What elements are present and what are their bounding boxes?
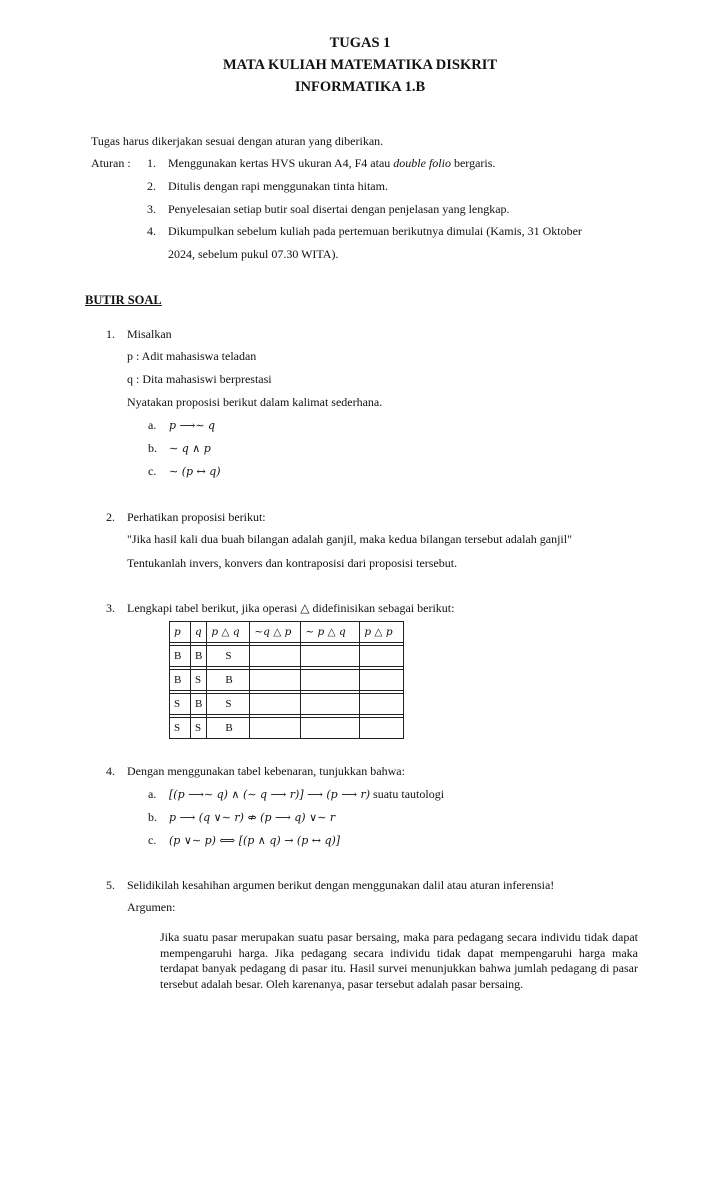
- q5-argument-label: Argumen:: [127, 900, 176, 914]
- table-cell: [360, 694, 404, 715]
- intro-text: Tugas harus dikerjakan sesuai dengan aturan yang diberikan.: [91, 134, 384, 148]
- table-cell: B: [207, 670, 250, 691]
- q4-item-c-label: c.: [148, 833, 157, 847]
- q3-intro: Lengkapi tabel berikut, jika operasi △ didefinisikan sebagai berikut:: [127, 601, 455, 615]
- table-cell: [250, 718, 301, 739]
- q4-intro: Dengan menggunakan tabel kebenaran, tunjukkan bahwa:: [127, 764, 405, 778]
- section-title: BUTIR SOAL: [85, 293, 162, 307]
- table-cell: [250, 646, 301, 667]
- q1-number: 1.: [106, 327, 115, 341]
- table-cell: [301, 718, 360, 739]
- table-cell: S: [207, 694, 250, 715]
- table-cell: B: [191, 646, 207, 667]
- q1-item-c-label: c.: [148, 464, 157, 478]
- table-row: [170, 694, 404, 715]
- table-cell: S: [191, 670, 207, 691]
- q2-quote: "Jika hasil kali dua buah bilangan adalah ganjil, maka kedua bilangan tersebut adalah ganjil": [127, 532, 572, 546]
- table-cell: [250, 694, 301, 715]
- q2-instruction: Tentukanlah invers, konvers dan kontraposisi dari proposisi tersebut.: [127, 556, 458, 570]
- header-cell: ~q △ p: [250, 622, 301, 643]
- rule-3-text: Penyelesaian setiap butir soal disertai dengan penjelasan yang lengkap.: [168, 202, 510, 216]
- header-cell: q: [191, 622, 207, 643]
- table-cell: B: [207, 718, 250, 739]
- header-cell: p △ p: [360, 622, 404, 643]
- rule-4-text-line-2: 2024, sebelum pukul 07.30 WITA).: [168, 247, 339, 261]
- table-row: [170, 718, 404, 739]
- q4-item-c-expression: (p ∨∼ p) ⟺ [(p ∧ q) → (p ↔ q)]: [169, 834, 341, 847]
- q4-number: 4.: [106, 764, 115, 778]
- q1-item-b-expression: ∼ q ∧ p: [169, 442, 211, 455]
- q2-number: 2.: [106, 510, 115, 524]
- q1-p-definition: p : Adit mahasiswa teladan: [127, 349, 257, 363]
- table-cell: [360, 718, 404, 739]
- rule-1-text: Menggunakan kertas HVS ukuran A4, F4 atau double folio bergaris.: [168, 156, 496, 170]
- table-row: [170, 646, 404, 667]
- rules-label: Aturan :: [91, 156, 131, 170]
- table-cell: S: [191, 718, 207, 739]
- table-cell: B: [170, 646, 191, 667]
- table-cell: B: [191, 694, 207, 715]
- table-cell: [301, 694, 360, 715]
- q1-item-a-expression: p ⟶∼ q: [169, 419, 216, 432]
- rule-4-text-line-1: Dikumpulkan sebelum kuliah pada pertemuan berikutnya dimulai (Kamis, 31 Oktober: [168, 224, 582, 238]
- title-line-2: MATA KULIAH MATEMATIKA DISKRIT: [222, 57, 498, 73]
- q1-q-definition: q : Dita mahasiswi berprestasi: [127, 372, 272, 386]
- table-cell: B: [170, 670, 191, 691]
- header-cell: p △ q: [207, 622, 250, 643]
- rule-1-number: 1.: [147, 156, 156, 170]
- q1-instruction: Nyatakan proposisi berikut dalam kalimat sederhana.: [127, 395, 383, 409]
- rule-2-number: 2.: [147, 179, 156, 193]
- table-cell: S: [170, 718, 191, 739]
- table-cell: [301, 670, 360, 691]
- table-cell: [360, 670, 404, 691]
- table-row: [170, 670, 404, 691]
- rule-4-number: 4.: [147, 224, 156, 238]
- q2-intro: Perhatikan proposisi berikut:: [127, 510, 266, 524]
- q4-item-a-suffix: suatu tautologi: [370, 787, 445, 801]
- q4-item-b-label: b.: [148, 810, 157, 824]
- q5-argument-text: Jika suatu pasar merupakan suatu pasar bersaing, maka para pedagang secara individu tidak dapat mempengaruhi harga. Jika pedagang secara individu tidak dapat mempengaruhi harga maka terdapat banyak pedagang di pasar itu. Hasil survei menunjukkan bahwa jumlah pedagang di pasar tersebut adalah besar. Oleh karenanya, pasar tersebut adalah pasar bersaing.: [160, 930, 638, 991]
- q1-item-c-expression: ∼ (p ↔ q): [169, 465, 221, 478]
- rule-3-number: 3.: [147, 202, 156, 216]
- q4-item-a-label: a.: [148, 787, 157, 801]
- q3-number: 3.: [106, 601, 115, 615]
- q5-intro: Selidikilah kesahihan argumen berikut dengan menggunakan dalil atau aturan inferensia!: [127, 878, 555, 892]
- truth-table-header: [170, 622, 404, 643]
- q1-item-b-label: b.: [148, 441, 157, 455]
- table-cell: S: [170, 694, 191, 715]
- table-cell: [250, 670, 301, 691]
- truth-table: [169, 621, 404, 739]
- q4-item-b-expression: p ⟶ (q ∨∼ r) ⇎ (p ⟶ q) ∨∼ r: [169, 811, 336, 824]
- rule-2-text: Ditulis dengan rapi menggunakan tinta hitam.: [168, 179, 388, 193]
- header-cell: ~ p △ q: [301, 622, 360, 643]
- q4-item-a-expression: [(p ⟶∼ q) ∧ (∼ q ⟶ r)] ⟶ (p ⟶ r): [169, 788, 371, 801]
- title-line-1: TUGAS 1: [329, 35, 391, 51]
- table-cell: S: [207, 646, 250, 667]
- q1-intro: Misalkan: [127, 327, 172, 341]
- table-cell: [360, 646, 404, 667]
- q5-number: 5.: [106, 878, 115, 892]
- q4-item-a: [169, 787, 444, 802]
- title-line-3: INFORMATIKA 1.B: [294, 79, 426, 95]
- q1-item-a-label: a.: [148, 418, 157, 432]
- header-cell: p: [170, 622, 191, 643]
- table-cell: [301, 646, 360, 667]
